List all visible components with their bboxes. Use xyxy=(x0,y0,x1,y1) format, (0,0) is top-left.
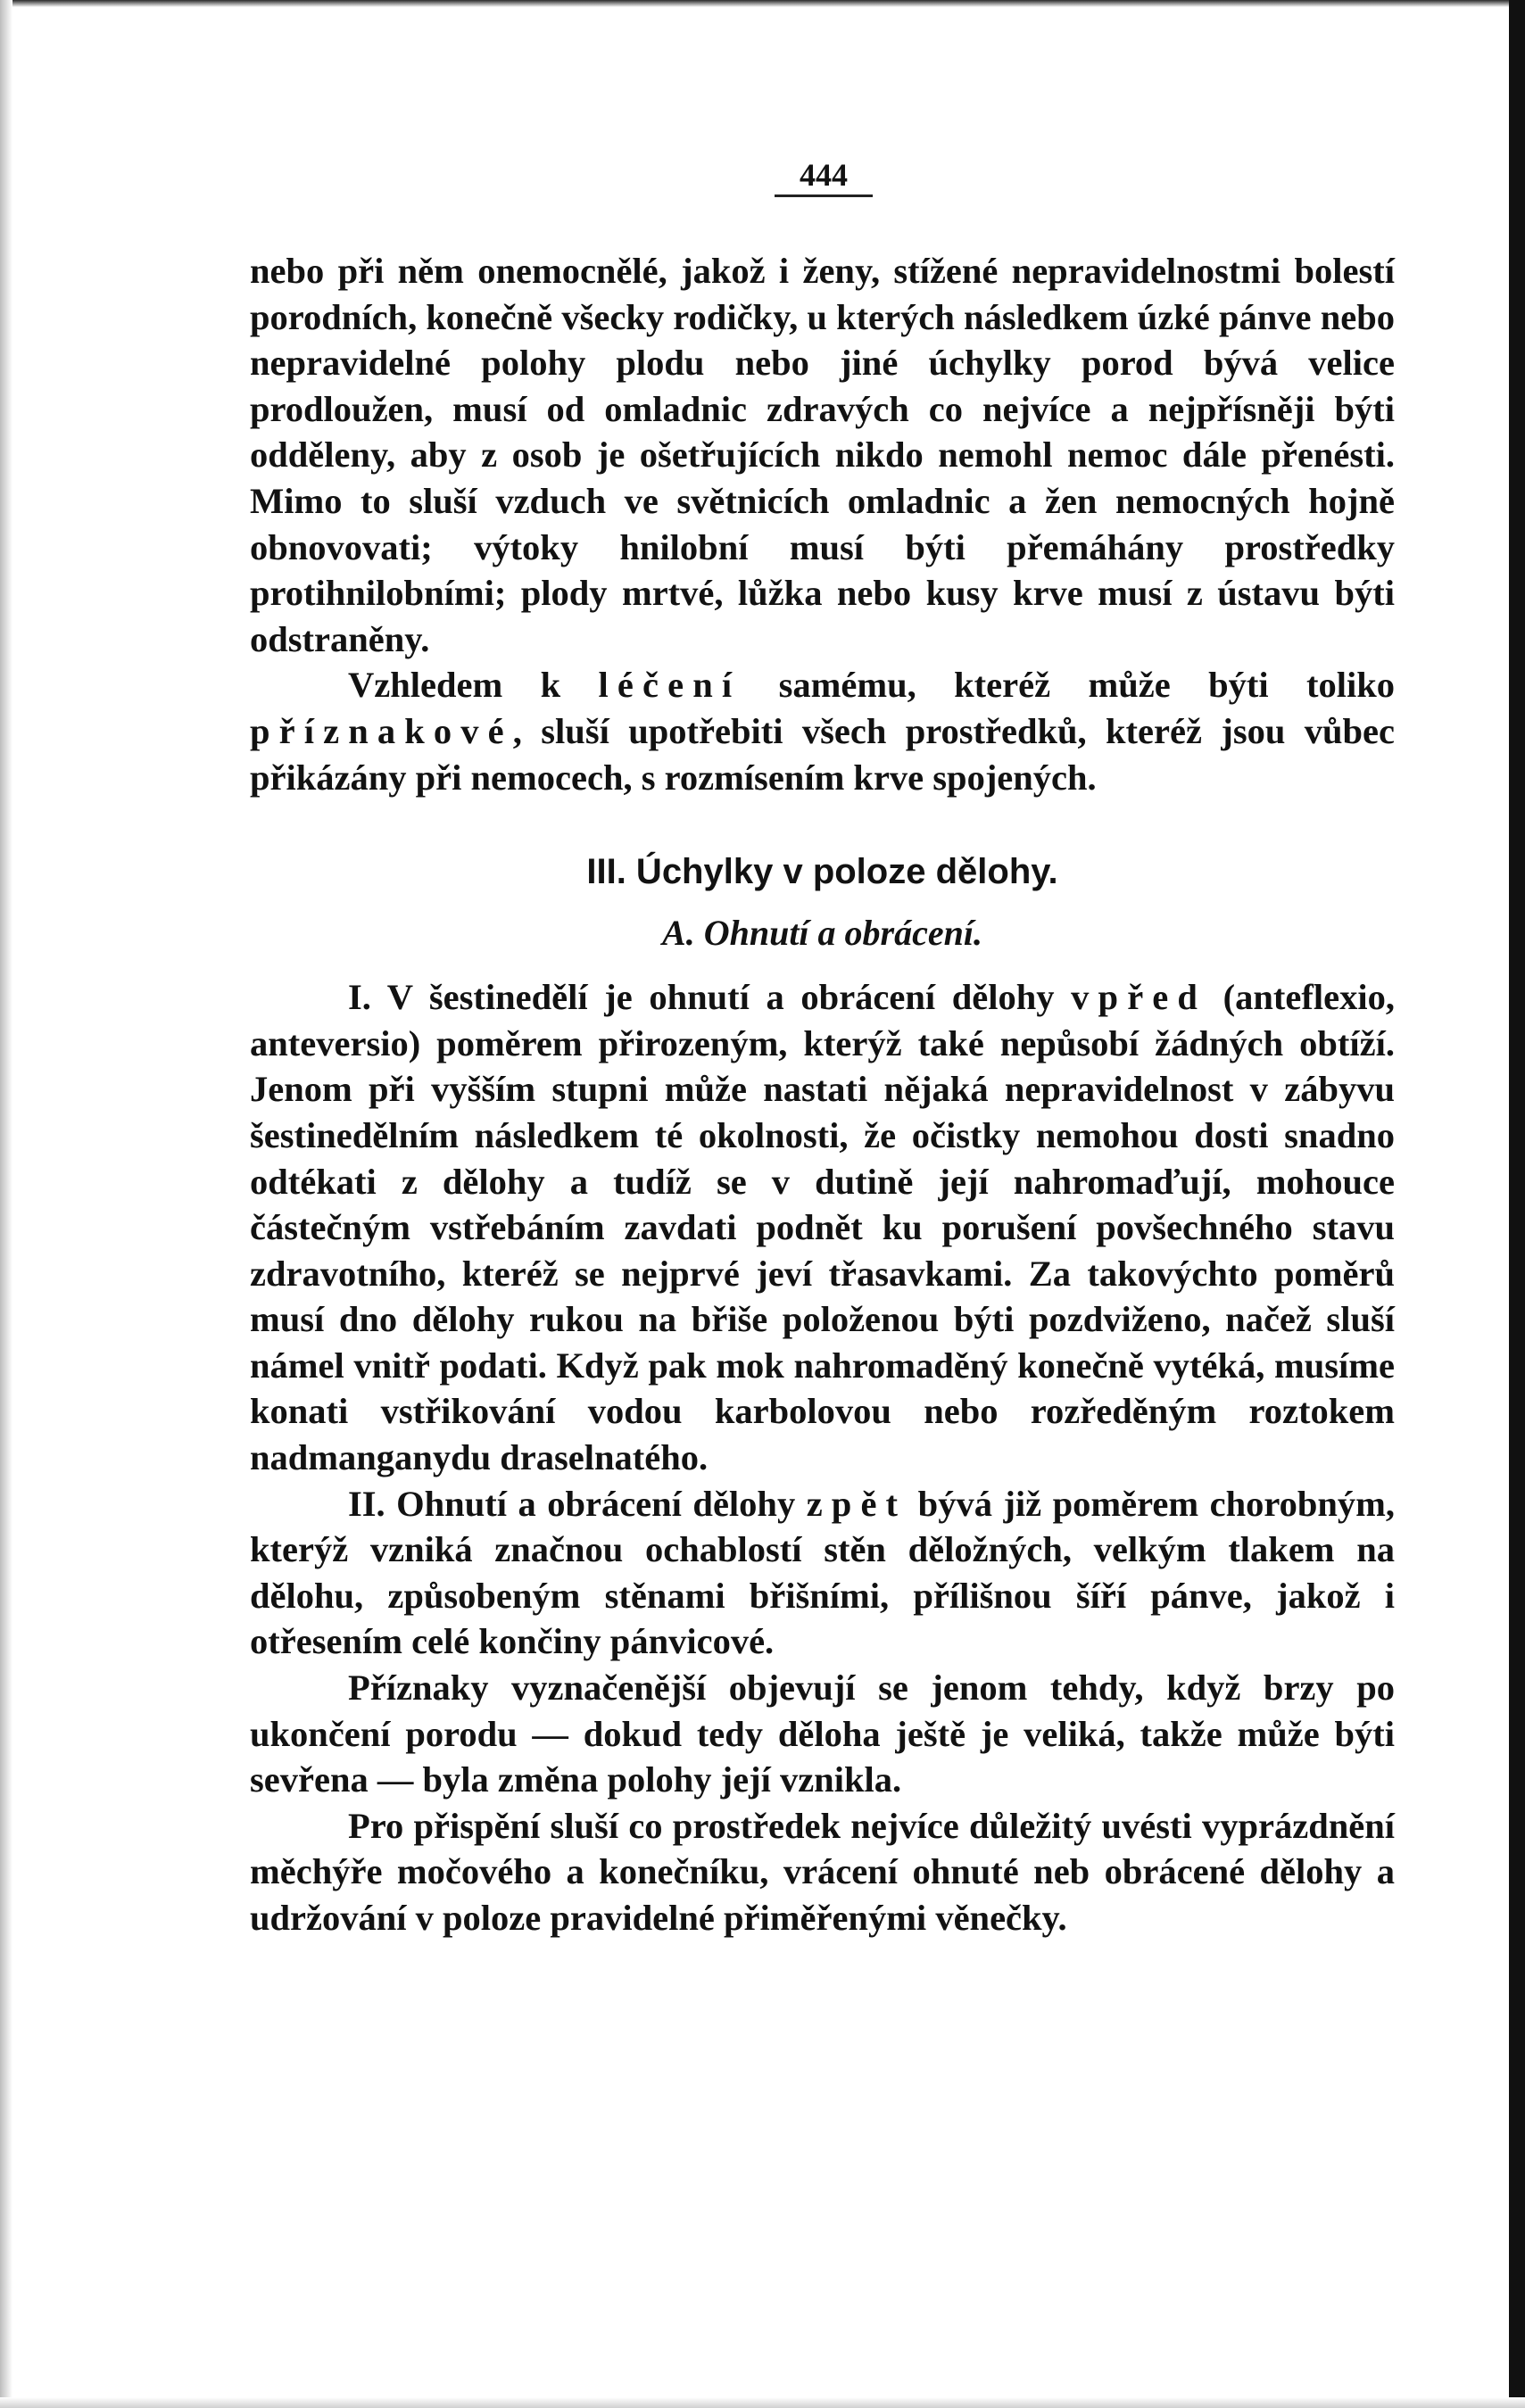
section-heading: III. Úchylky v poloze dělohy. xyxy=(586,852,1058,892)
page-number: 444 xyxy=(775,157,873,197)
paragraph-4-part-a: II. Ohnutí a obrácení dělohy xyxy=(348,1483,807,1524)
emphasis-zpet: zpět xyxy=(806,1483,908,1524)
paragraph-2-part-a: Vzhledem k xyxy=(348,665,599,706)
emphasis-lecení: léčení xyxy=(598,665,742,706)
paragraph-2 xyxy=(250,662,1395,800)
emphasis-priznakove: příznakové xyxy=(250,710,513,751)
paragraph-2-part-c: samému, kteréž může býti toliko xyxy=(741,665,1395,706)
scan-edge-left xyxy=(0,0,12,2408)
paragraph-1: nebo při něm onemocnělé, jakož i ženy, stížené nepravidelnostmi bolestí porodních, konečně všecky rodičky, u kterých následkem úzké pánve nebo nepravidelné polohy plodu nebo jiné úchylky porod bývá velice prodloužen, musí od omladnic zdravých co nejvíce a nejpřísněji býti odděleny, aby z osob je ošetřujících nikdo nemohl nemoc dále přenésti. Mimo to sluší vzduch ve světnicích omladnic a žen nemocných hojně obnovovati; výtoky hnilobní musí býti přemáhány prostředky protihnilobními; plody mrtvé, lůžka nebo kusy krve musí z ústavu býti odstraněny. xyxy=(250,251,1395,659)
paragraph-6: Pro přispění sluší co prostředek nejvíce důležitý uvésti vyprázdnění měchýře močového a konečníku, vrácení ohnuté neb obrácené dělohy a udržování v poloze pravidelné přiměřenými věnečky. xyxy=(250,1805,1395,1938)
paragraph-2-part-e: , sluší upotřebiti všech prostředků, kteréž jsou vůbec přikázány při nemocech, s rozmísením krve spojených. xyxy=(250,710,1395,798)
paragraph-5: Příznaky vyznačenější objevují se jenom tehdy, když brzy po ukončení porodu — dokud tedy děloha ještě je veliká, takže může býti sevřena — byla změna polohy její vznikla. xyxy=(250,1667,1395,1800)
scan-edge-bottom xyxy=(0,2397,1525,2408)
body-text xyxy=(250,248,1395,1941)
paragraph-3-part-a: I. V šestinedělí je ohnutí a obrácení dělohy xyxy=(348,977,1072,1018)
paragraph-3 xyxy=(250,974,1395,1481)
scan-edge-top xyxy=(0,0,1525,7)
scan-edge-right xyxy=(1509,0,1525,2408)
subsection-heading: A. Ohnutí a obrácení. xyxy=(662,913,982,954)
emphasis-vpred: vpřed xyxy=(1071,977,1207,1018)
paragraph-3-part-c: (anteflexio, anteversio) poměrem přirozeným, kterýž také nepůsobí žádných obtíží. Jenom při vyšším stupni může nastati nějaká nepravidelnost v zábyvu šestinedělním následkem té okolnosti, že očistky nemohou dosti snadno odtékati z dělohy a tudíž se v dutině její nahromaďují, mohouce částečným vstřebáním zavdati podnět ku porušení povšechného stavu zdravotního, kteréž se nejprvé jeví třasavkami. Za takovýchto poměrů musí dno dělohy rukou na břiše položenou býti pozdviženo, načež sluší námel vnitř podati. Když pak mok nahromaděný konečně vytéká, musíme konati vstřikování vodou karbolovou nebo rozředěným roztokem nadmanganydu draselnatého. xyxy=(250,977,1395,1478)
paragraph-4 xyxy=(250,1481,1395,1665)
paragraph-4-part-c: bývá již poměrem chorobným, kterýž vzniká značnou ochablostí stěn děložných, velkým tlakem na dělohu, způsobeným stěnami břišními, přílišnou šíří pánve, jakož i otřesením celé končiny pánvicové. xyxy=(250,1483,1395,1662)
